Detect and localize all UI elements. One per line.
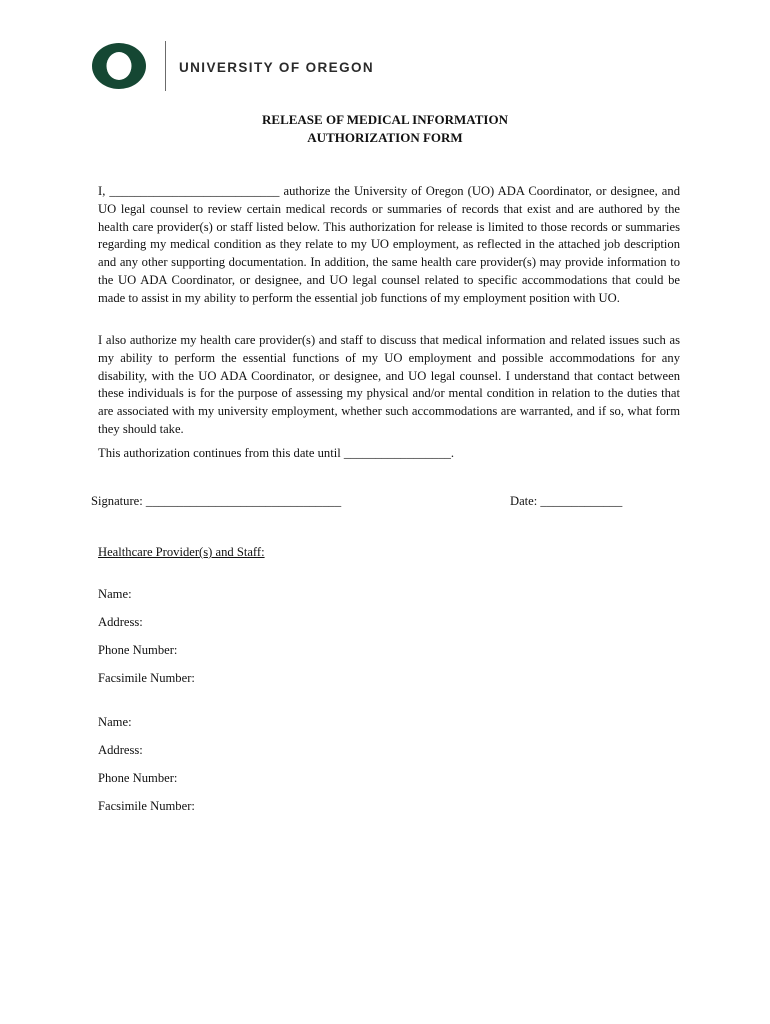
university-logo [90,40,374,92]
logo-divider [165,41,166,91]
provider-2-phone-label: Phone Number: [98,771,178,785]
form-title-line2: AUTHORIZATION FORM [307,130,463,145]
provider-2-fax-label: Facsimile Number: [98,799,195,813]
provider-1-address-label: Address: [98,615,143,629]
org-name: UNIVERSITY OF OREGON [179,59,375,75]
authorization-paragraph-1: I, ___________________________ authorize the University of Oregon (UO) ADA Coordinator, or designee, and UO legal counsel to review certain medical records or summaries of records that exist and are authored by the health care provider(s) or staff listed below. This authorization for release is limited to those records or summaries regarding my medical condition as they relate to my UO employment, as reflected in the attached job description and any other supporting documentation. In addition, the same health care provider(s) may provide information to the UO ADA Coordinator, or designee, and UO legal counsel related to specific accommodations that could be made to assist in my ability to perform the essential job functions of my employment position with UO. [98,184,680,305]
providers-heading: Healthcare Provider(s) and Staff: [98,545,265,559]
provider-2-address-label: Address: [98,743,143,757]
provider-1-fax-label: Facsimile Number: [98,671,195,685]
form-title-line1: RELEASE OF MEDICAL INFORMATION [262,112,508,127]
provider-1-name-label: Name: [98,587,132,601]
provider-1-phone-label: Phone Number: [98,643,178,657]
signature-field: Signature: _______________________________ [91,494,342,508]
uo-o-logo-icon [90,41,148,91]
authorization-duration: This authorization continues from this date until _________________. [98,446,455,460]
provider-2-name-label: Name: [98,715,132,729]
authorization-paragraph-2: I also authorize my health care provider(s) and staff to discuss that medical information and related issues such as my ability to perform the essential functions of my UO employment and possible accommodations for any disability, with the UO ADA Coordinator, or designee, and UO legal counsel. I understand that contact between these individuals is for the purpose of assessing my physical and/or mental condition in relation to the duties that are associated with my university employment, whether such accommodations are warranted, and if so, what form they should take. [98,333,680,436]
date-field: Date: _____________ [510,494,623,508]
